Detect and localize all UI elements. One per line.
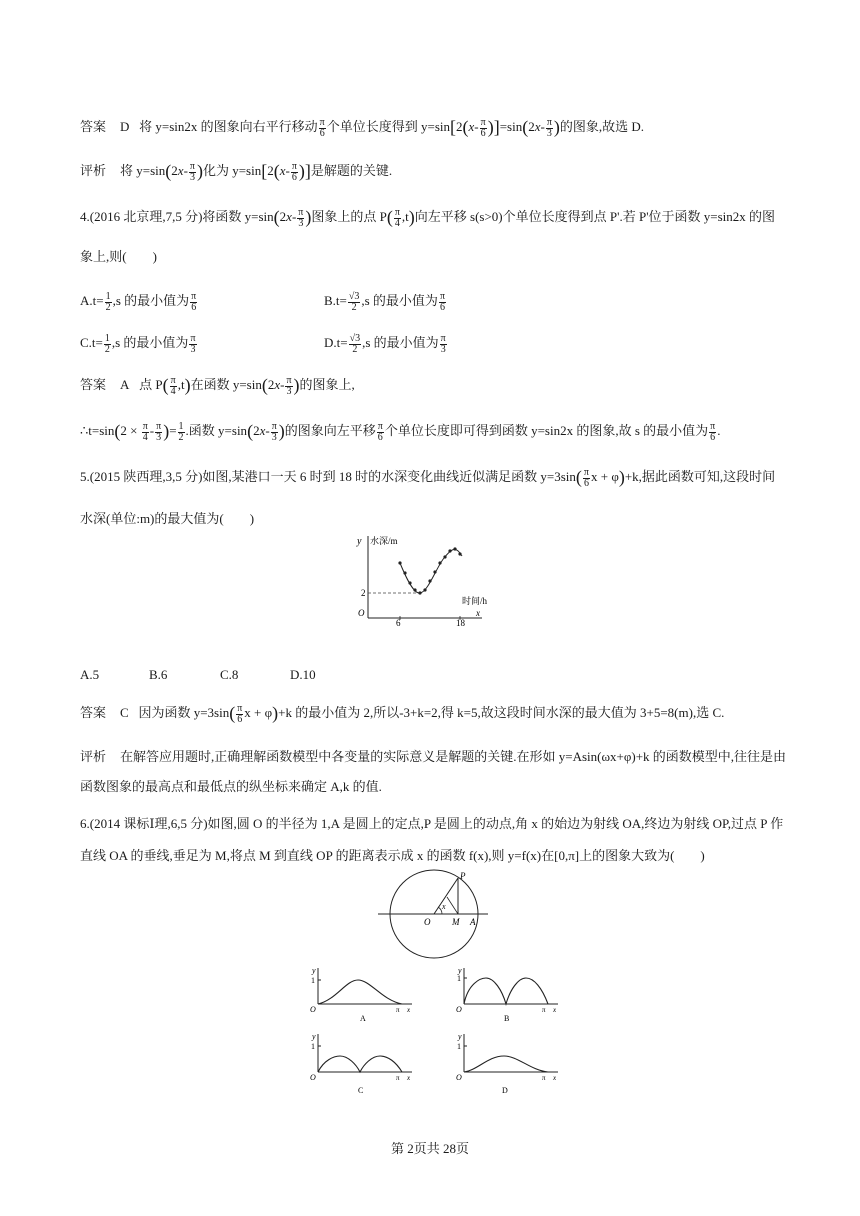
fraction: $\frac{\pi}{6}$ (480, 116, 486, 139)
analysis-label: 评析 (80, 749, 107, 764)
svg-text:y: y (312, 1032, 316, 1041)
label-O: O (424, 917, 431, 927)
origin-label: O (358, 608, 365, 618)
option-b[interactable]: B.t= $\frac{√3}{2}$ ,s 的最小值为 $\frac{\pi}{6}$ (324, 290, 445, 313)
fraction: $\frac{\pi}{3}$ (189, 160, 195, 183)
question-text: 向左平移 s(s>0)个单位长度得到点 P'.若 P'位于函数 y=sin2x 的图 (414, 209, 776, 224)
fraction: $\frac{\pi}{4}$ (394, 206, 400, 229)
q6-graph-B (454, 964, 562, 1022)
question-4-stem-cont: 象上,则( ) (80, 249, 157, 264)
svg-text:y: y (458, 966, 462, 975)
svg-text:x: x (553, 1074, 557, 1082)
answer-choice: A (120, 377, 130, 392)
answer-q5: 答案 C 因为函数 y=3sin( $\frac{\pi}{6}$ x + φ)+k 的最小值为 2,所以-3+k=2,得 k=5,故这段时间水深的最大值为 3+5=8(m),选 C. (80, 702, 725, 725)
answer-label: 答案 (80, 377, 107, 392)
option-b[interactable]: B.6 (149, 667, 168, 682)
svg-text:O: O (310, 1005, 316, 1014)
q6-graph-C (308, 1030, 416, 1096)
answer-text: ∴t=sin (80, 423, 115, 438)
analysis-q3: 评析 将 y=sin(2x- $\frac{\pi}{3}$ )化为 y=sin[2(x- $\frac{\pi}{6}$ )]是解题的关键. (80, 160, 393, 183)
q4-options-row-2 (80, 332, 480, 355)
question-5-stem-cont: 水深(单位:m)的最大值为( ) (80, 511, 255, 526)
answer-text: = (169, 423, 177, 438)
answer-q3: 答案 D 将 y=sin2x 的图象向右平行移动 $\frac{\pi}{6}$ 个单位长度得到 y=sin[2(x- $\frac{\pi}{6}$ )]=sin(2x- $\frac{\pi}{3}$ )的图象,故选 D. (80, 116, 645, 139)
option-a[interactable]: A.t= $\frac{1}{2}$ ,s 的最小值为 $\frac{\pi}{6}$ (80, 290, 197, 313)
question-5-stem: 5.(2015 陕西理,3,5 分)如图,某港口一天 6 时到 18 时的水深变化曲线近似满足函数 y=3sin( $\frac{\pi}{6}$ x + φ)+k,据此函数可知,这段时间 (80, 466, 776, 489)
svg-text:y: y (312, 966, 316, 975)
y-axis-label: y (357, 536, 362, 547)
label-A: A (470, 917, 476, 927)
tick-x-6: 6 (396, 618, 401, 628)
data-points (398, 547, 461, 594)
option-a[interactable]: A.5 (80, 667, 100, 682)
analysis-q5 (80, 742, 790, 802)
svg-text:y: y (458, 1032, 462, 1041)
svg-text:1: 1 (311, 1042, 315, 1051)
answer-label: 答案 (80, 705, 107, 720)
svg-text:x: x (407, 1006, 411, 1014)
analysis-text: 是解题的关键. (310, 163, 393, 178)
answer-text: 的图象上, (299, 377, 355, 392)
question-text: +k,据此函数可知,这段时间 (624, 469, 776, 484)
question-text: 5.(2015 陕西理,3,5 分)如图,某港口一天 6 时到 18 时的水深变化曲线近似满足函数 y=3sin (80, 469, 576, 484)
water-depth-curve (400, 549, 462, 593)
x-axis-label: x (476, 608, 480, 618)
answer-text: .函数 y=sin (185, 423, 248, 438)
answer-text: 在函数 y=sin (190, 377, 262, 392)
svg-text:π: π (396, 1006, 400, 1014)
svg-text:x: x (407, 1074, 411, 1082)
label-P: P (460, 871, 466, 881)
answer-choice: D (120, 119, 130, 134)
svg-text:1: 1 (311, 976, 315, 985)
answer-text: . (717, 423, 721, 438)
q5-graph (352, 532, 488, 628)
graph-label: D (502, 1086, 508, 1095)
answer-text: 因为函数 y=3sin (138, 705, 230, 720)
q4-options-row-1 (80, 290, 480, 313)
graph-label: C (358, 1086, 364, 1095)
question-text: 4.(2016 北京理,7,5 分)将函数 y=sin (80, 209, 274, 224)
distance-segment (447, 897, 458, 914)
curve-B (464, 978, 548, 1004)
answer-text: =sin (499, 119, 523, 134)
fraction: $\frac{\pi}{6}$ (319, 116, 325, 139)
answer-text: +k 的最小值为 2,所以-3+k=2,得 k=5,故这段时间水深的最大值为 3+5=8(m),选 C. (278, 705, 725, 720)
fraction: $\frac{\pi}{3}$ (546, 116, 552, 139)
analysis-text: 将 y=sin (120, 163, 166, 178)
q6-graph-A (308, 964, 416, 1022)
option-d[interactable]: D.t= $\frac{√3}{2}$ ,s 的最小值为 $\frac{\pi}{3}$ (324, 332, 446, 355)
page-footer: 第 2页共 28页 (390, 1141, 469, 1156)
graph-label: B (504, 1014, 510, 1022)
svg-text:1: 1 (457, 974, 461, 983)
option-c[interactable]: C.t= $\frac{1}{2}$ ,s 的最小值为 $\frac{\pi}{3}$ (80, 332, 196, 355)
y-axis-title: 水深/m (370, 536, 398, 546)
analysis-text: 化为 y=sin (202, 163, 262, 178)
question-text: 图象上的点 P (311, 209, 387, 224)
option-d[interactable]: D.10 (290, 667, 316, 682)
answer-text: 的图象向左平移 (284, 423, 376, 438)
answer-text: 的图象,故选 D. (559, 119, 645, 134)
fraction: $\frac{\pi}{6}$ (291, 160, 297, 183)
svg-text:1: 1 (457, 1042, 461, 1051)
label-M: M (452, 917, 460, 927)
option-c[interactable]: C.8 (220, 667, 239, 682)
analysis-text: 在解答应用题时,正确理解函数模型中各变量的实际意义是解题的关键.在形如 y=Asin(ωx+φ)+k 的函数模型中,往往是由函数图象的最高点和最低点的纵坐标来确定 A,k 的值. (80, 749, 787, 794)
answer-text: 将 y=sin2x 的图象向右平行移动 (139, 119, 318, 134)
svg-text:O: O (310, 1073, 316, 1082)
answer-q4: 答案 A 点 P( $\frac{\pi}{4}$ ,t)在函数 y=sin(2x- $\frac{\pi}{3}$ )的图象上, (80, 374, 355, 397)
tick-x-18: 18 (456, 618, 465, 628)
answer-text: 个单位长度得到 y=sin (326, 119, 450, 134)
x-axis-title: 时间/h (462, 596, 488, 606)
answer-choice: C (120, 705, 129, 720)
q6-circle-figure (374, 868, 490, 960)
question-6-stem: 6.(2014 课标Ⅰ理,6,5 分)如图,圆 O 的半径为 1,A 是圆上的定点,P 是圆上的动点,角 x 的始边为射线 OA,终边为射线 OP,过点 P 作直线 OA 的垂线,垂足为 M,将点 M 到直线 OP 的距离表示成 x 的函数 f(x),则 y=f(x)在[0,π]上的图象大致为( ) (80, 816, 784, 863)
q6-graph-D (454, 1030, 562, 1096)
curve-D (464, 1056, 548, 1072)
tick-y-2: 2 (361, 588, 366, 598)
answer-text: 点 P (139, 377, 163, 392)
svg-text:x: x (553, 1006, 557, 1014)
answer-text: 个单位长度即可得到函数 y=sin2x 的图象,故 s 的最小值为 (384, 423, 709, 438)
answer-label: 答案 (80, 119, 107, 134)
curve-A (318, 980, 402, 1004)
question-4-stem: 4.(2016 北京理,7,5 分)将函数 y=sin(2x- $\frac{\pi}{3}$ )图象上的点 P( $\frac{\pi}{4}$ ,t)向左平移 s(s>0)个单位长度得到点 P'.若 P'位于函数 y=sin2x 的图 (80, 206, 776, 229)
fraction: $\frac{\pi}{3}$ (298, 206, 304, 229)
analysis-label: 评析 (80, 163, 107, 178)
svg-text:O: O (456, 1073, 462, 1082)
svg-text:π: π (396, 1074, 400, 1082)
graph-label: A (360, 1014, 366, 1022)
svg-text:O: O (456, 1005, 462, 1014)
curve-C (318, 1056, 402, 1072)
answer-q4-line2: ∴t=sin(2 × $\frac{\pi}{4}$ - $\frac{\pi}{3}$ )= $\frac{1}{2}$ .函数 y=sin(2x- $\frac{\pi}{3}$ )的图象向左平移 $\frac{\pi}{6}$ 个单位长度即可得到函数 y=sin2x 的图象,故 s 的最小值为 $\frac{\pi}{6}$ . (80, 420, 721, 443)
svg-text:π: π (542, 1006, 546, 1014)
label-x: x (442, 902, 446, 911)
svg-text:π: π (542, 1074, 546, 1082)
